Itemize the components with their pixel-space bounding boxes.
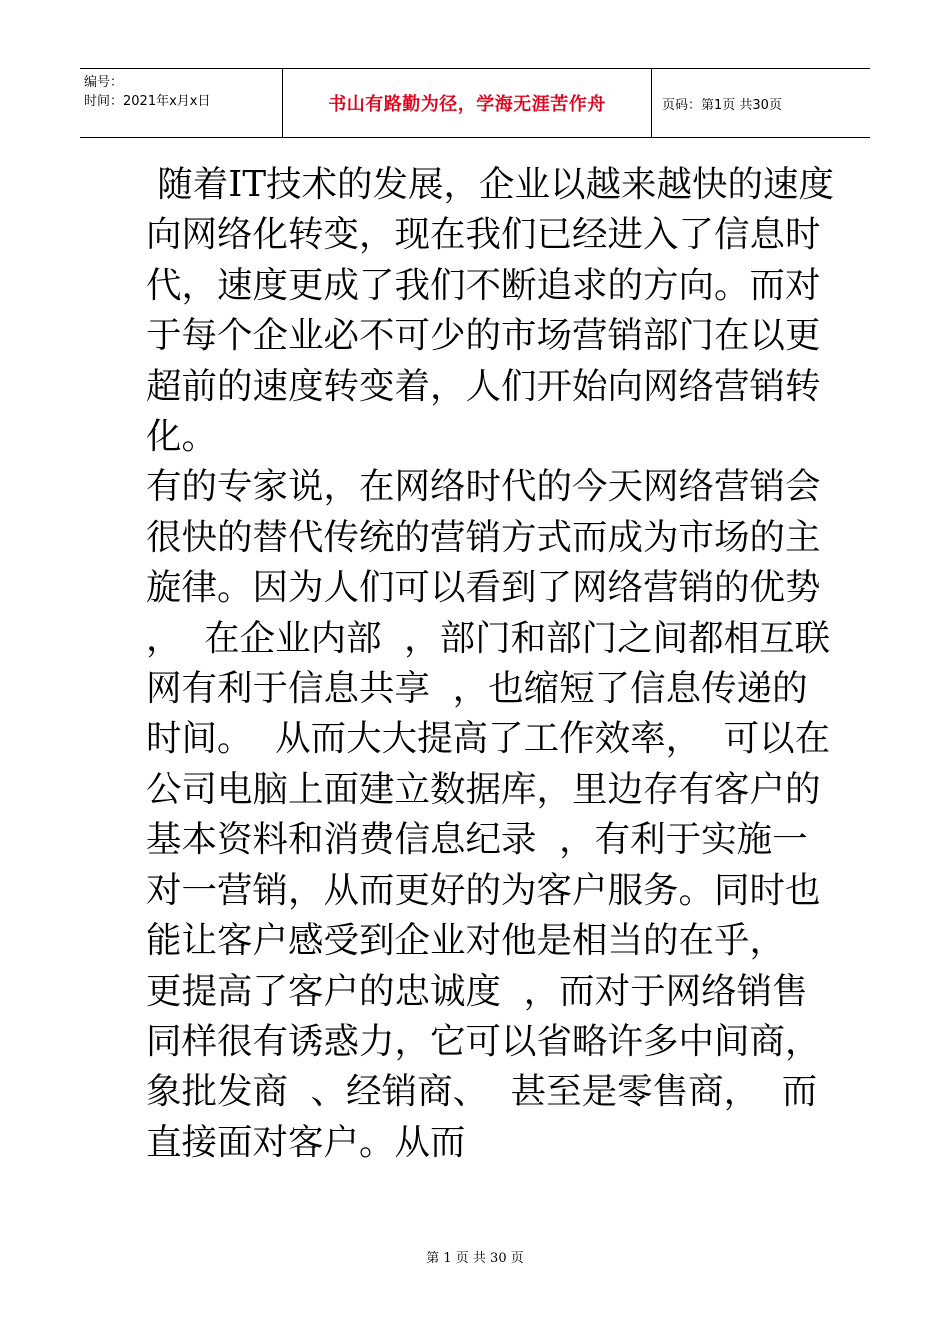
page-header: [80, 68, 870, 138]
header-page-info: [652, 69, 870, 137]
serial-number-label: 编号：: [84, 75, 124, 90]
document-body: [146, 160, 836, 1168]
date-label: 时间：2021年x月x日: [84, 94, 211, 109]
page-info-text: 页码：第1页 共30页: [662, 97, 782, 113]
paragraph-1: 随着IT技术的发展，企业以越来越快的速度向网络化转变，现在我们已经进入了信息时代，速度更成了我们不断追求的方向。而对于每个企业必不可少的市场营销部门在以更超前的速度转变着，人们开始向网络营销转化。: [146, 164, 834, 458]
header-meta: [80, 69, 283, 137]
header-motto-cell: [283, 69, 652, 137]
page-footer: 第 1 页 共 30 页: [426, 1251, 524, 1266]
motto-text: 书山有路勤为径，学海无涯苦作舟: [328, 94, 606, 115]
paragraph-2: 有的专家说，在网络时代的今天网络营销会很快的替代传统的营销方式而成为市场的主旋律。因为人们可以看到了网络营销的优势， 在企业内部 ，部门和部门之间都相互联网有利于信息共享 ，也缩短了信息传递的时间。 从而大大提高了工作效率， 可以在公司电脑上面建立数据库，里边存有客户的基本资料和消费信息纪录 ，有利于实施一对一营销，从而更好的为客户服务。同时也能让客户感受到企业对他是相当的在乎， 更提高了客户的忠诚度 ，而对于网络销售同样很有诱惑力，它可以省略许多中间商，象批发商 、经销商、 甚至是零售商， 而直接面对客户。从而: [146, 466, 831, 1163]
